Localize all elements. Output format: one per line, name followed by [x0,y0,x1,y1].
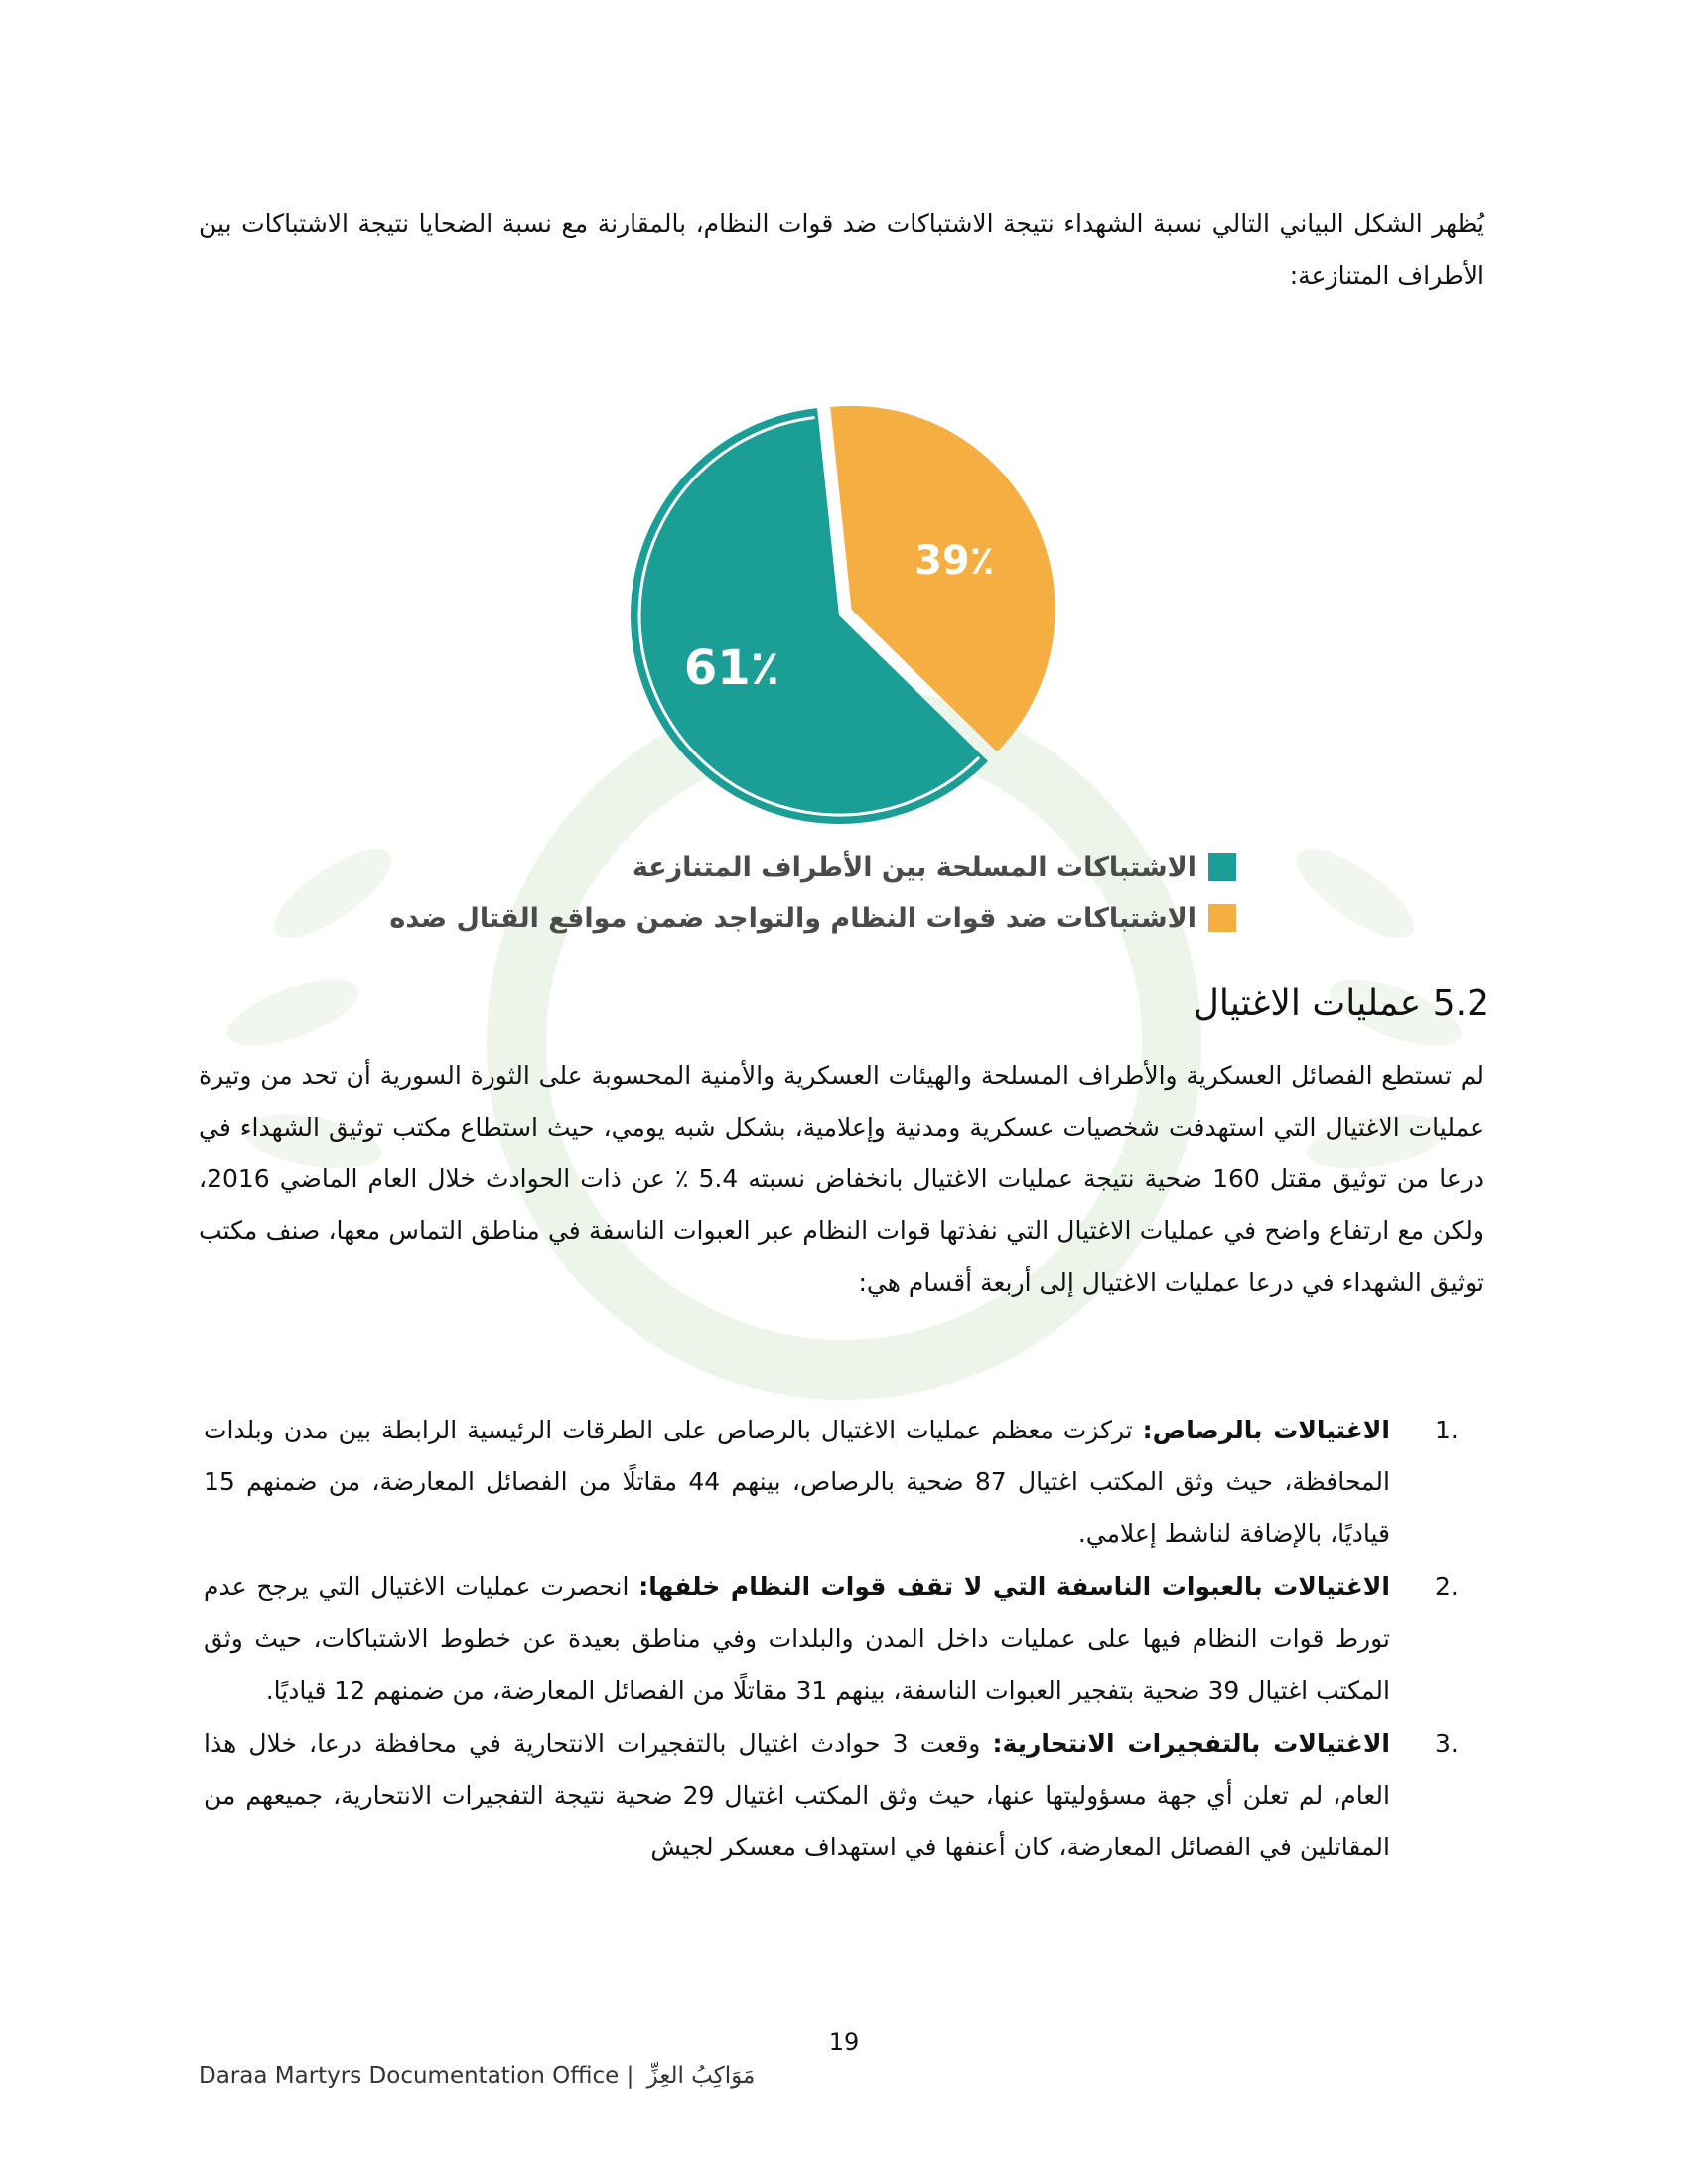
legend-label: الاشتباكات المسلحة بين الأطراف المتنازعة [632,851,1196,883]
list-item-body: وقعت 3 حوادث اغتيال بالتفجيرات الانتحارية في محافظة درعا، خلال هذا العام، لم تعلن أي جهة مسؤوليتها عنها، حيث وثق المكتب اغتيال 29 ضحية نتيجة التفجيرات الانتحارية، جميعهم من المقاتلين في الفصائل المعارضة، كان أعنفها في استهداف معسكر لجيش [204,1729,1390,1861]
body-paragraph: لم تستطع الفصائل العسكرية والأطراف المسلحة والهيئات العسكرية والأمنية المحسوبة على الثورة السورية أن تحد من وتيرة عمليات الاغتيال التي استهدفت شخصيات عسكرية ومدنية وإعلامية، بشكل شبه يومي، حيث استطاع مكتب توثيق الشهداء في درعا من توثيق مقتل 160 ضحية نتيجة عمليات الاغتيال بانخفاض نسبته 5.4 ٪ عن ذات الحوادث خلال العام الماضي 2016، ولكن مع ارتفاع واضح في عمليات الاغتيال التي نفذتها قوات النظام عبر العبوات الناسفة في مناطق التماس معها، صنف مكتب توثيق الشهداء في درعا عمليات الاغتيال إلى أربعة أقسام هي: [199,1061,1484,1297]
list-item-title: الاغتيالات بالتفجيرات الانتحارية: [992,1729,1391,1758]
page-number: 19 [828,2028,860,2056]
legend-swatch-orange [1208,904,1236,932]
list-item [204,1718,1489,1873]
pie-chart [616,392,1062,839]
intro-paragraph: يُظهر الشكل البياني التالي نسبة الشهداء نتيجة الاشتباكات ضد قوات النظام، بالمقارنة مع نسبة الضحايا نتيجة الاشتباكات بين الأطراف المتنازعة: [199,209,1484,290]
list-item-number: 3. [1435,1729,1459,1758]
pie-label-regime-clashes: 39٪ [914,537,995,584]
section-title: عمليات الاغتيال [1193,983,1422,1024]
list-item-title: الاغتيالات بالعبوات الناسفة التي لا تقف قوات النظام خلفها: [638,1572,1390,1601]
section-number: 5.2 [1432,983,1489,1024]
pie-label-armed-clashes: 61٪ [683,640,780,697]
list-item-text [204,1405,1390,1560]
section-heading [1194,983,1489,1024]
list-item-title: الاغتيالات بالرصاص: [1142,1416,1390,1444]
list-item-body: تركزت معظم عمليات الاغتيال بالرصاص على الطرقات الرئيسية الرابطة بين مدن وبلدات المحافظة، حيث وثق المكتب اغتيال 87 ضحية بالرصاص، بينهم 44 مقاتلًا من الفصائل المعارضة، من ضمنهم 15 قياديًا، بالإضافة لناشط إعلامي. [204,1416,1390,1548]
legend-item-armed-clashes [389,841,1236,892]
list-item-number: 2. [1435,1572,1459,1601]
list-item [204,1562,1489,1716]
legend-label: الاشتباكات ضد قوات النظام والتواجد ضمن مواقع القتال ضده [389,902,1196,934]
legend-swatch-teal [1208,853,1236,881]
chart-legend [389,841,1236,944]
assassination-types-list [204,1405,1489,1875]
legend-item-regime-clashes [389,892,1236,944]
pie-chart-svg [616,392,1062,839]
footer [199,2063,755,2089]
list-item-number: 1. [1435,1416,1459,1444]
list-item-text [204,1562,1390,1716]
footer-office-name: Daraa Martyrs Documentation Office | [199,2063,634,2089]
list-item-text [204,1718,1390,1873]
list-item [204,1405,1489,1560]
list-item-body: انحصرت عمليات الاغتيال التي يرجح عدم تورط قوات النظام فيها على عمليات داخل المدن والبلدات وفي مناطق بعيدة عن خطوط الاشتباكات، حيث وثق المكتب اغتيال 39 ضحية بتفجير العبوات الناسفة، بينهم 31 مقاتلًا من الفصائل المعارضة، من ضمنهم 12 قياديًا. [204,1572,1390,1705]
footer-logo-text: مَوَاكِبُ العِزِّ [646,2063,756,2089]
